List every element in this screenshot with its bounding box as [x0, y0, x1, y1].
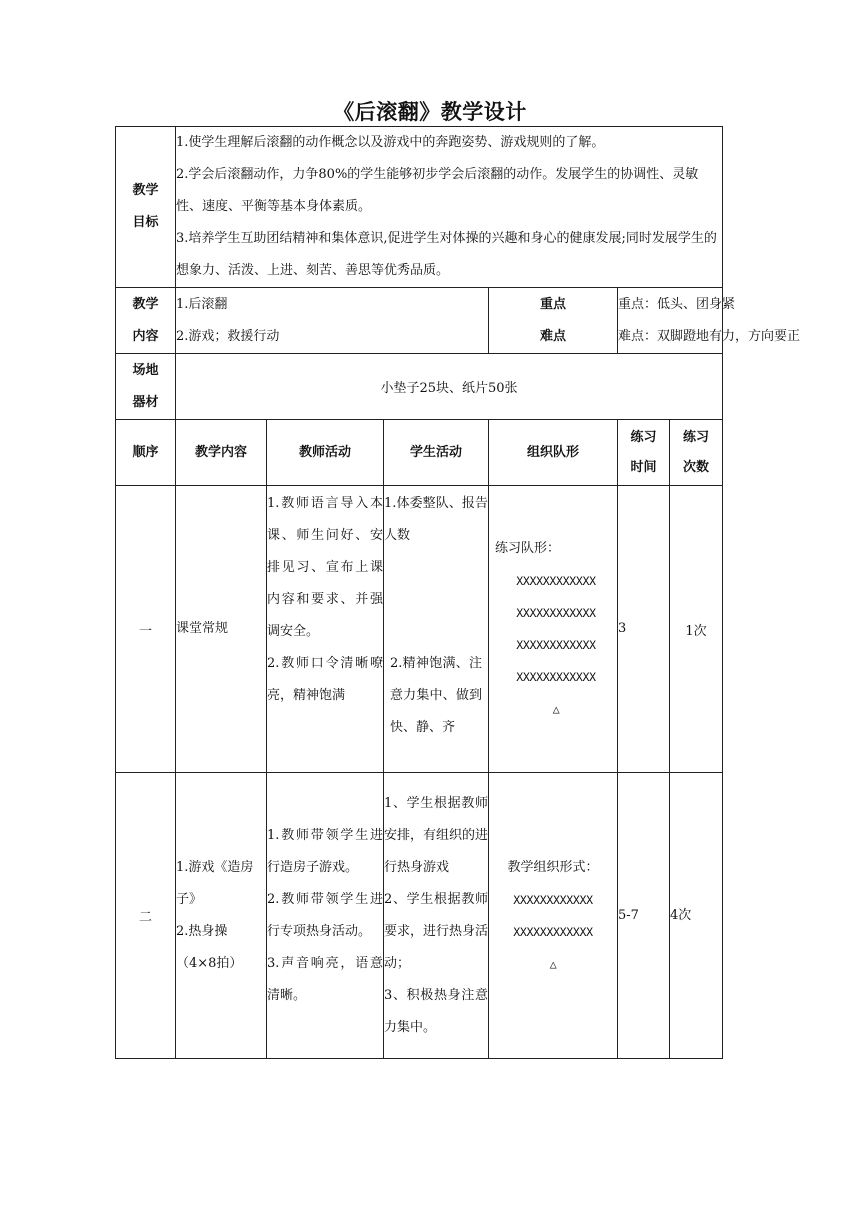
row-teacher-activity: 1.教师带领学生进行造房子游戏。 2.教师带领学生进行专项热身活动。 3.声音响亮，语意清晰。 [267, 773, 384, 1059]
header-content: 教学内容 [176, 420, 267, 486]
objective-item: 1.使学生理解后滚翻的动作概念以及游戏中的奔跑姿势、游戏规则的了解。 [176, 135, 605, 150]
header-student: 学生活动 [384, 420, 489, 486]
formation-line: XXXXXXXXXXXX [513, 892, 593, 907]
header-time: 练习 时间 [618, 420, 670, 486]
row-content: 课堂常规 [176, 486, 267, 773]
venue-label: 场地 器材 [116, 354, 176, 420]
venue-row [116, 354, 723, 420]
row-formation: 练习队形： XXXXXXXXXXXX XXXXXXXXXXXX XXXXXXXXXXXX XXXXXXXXXXXX △ [489, 486, 618, 773]
content-row [116, 288, 723, 354]
content-item: 2.游戏；救援行动 [176, 328, 280, 344]
row-student-activity: 1、学生根据教师安排，有组织的进行热身游戏 2、学生根据教师要求，进行热身活动； 3、积极热身注意力集中。 [384, 773, 489, 1059]
key-point: 重点：低头、团身紧 [618, 296, 736, 312]
objective-item: 2.学会后滚翻动作，力争80%的学生能够初步学会后滚翻的动作。发展学生的协调性、灵敏性、速度、平衡等基本身体素质。 [176, 167, 699, 214]
key-point: 难点：双脚蹬地有力，方向要正 [618, 328, 801, 344]
row-reps: 4次 [670, 773, 723, 1059]
key-points-items [618, 288, 801, 354]
objectives-row [116, 127, 723, 288]
row-order: 一 [116, 486, 176, 773]
procedure-row [116, 773, 723, 1059]
lesson-plan-table [115, 126, 801, 1059]
formation-line: XXXXXXXXXXXX [516, 670, 596, 684]
row-teacher-activity: 1.教师语言导入本课、师生问好、安排见习、宣布上课内容和要求、并强调安全。 2.教师口令清晰嘹亮，精神饱满 [267, 486, 384, 773]
content-item: 1.后滚翻 [176, 296, 228, 312]
key-points-label: 重点 难点 [489, 288, 618, 354]
row-order: 二 [116, 773, 176, 1059]
objectives-label: 教学 目标 [116, 127, 176, 288]
objectives-text [176, 127, 723, 288]
procedure-row [116, 486, 723, 773]
formation-line: XXXXXXXXXXXX [516, 574, 596, 588]
row-time: 5-7 [618, 773, 670, 1059]
content-label: 教学 内容 [116, 288, 176, 354]
document-title: 《后滚翻》教学设计 [333, 100, 527, 124]
venue-text: 小垫子25块、纸片50张 [176, 354, 723, 420]
formation-line: XXXXXXXXXXXX [516, 638, 596, 652]
procedure-header-row [116, 420, 723, 486]
header-teacher: 教师活动 [267, 420, 384, 486]
content-items [176, 288, 489, 354]
formation-line: XXXXXXXXXXXX [513, 924, 593, 939]
row-time: 3 [618, 486, 670, 773]
triangle-icon: △ [549, 956, 557, 971]
formation-line: XXXXXXXXXXXX [516, 606, 596, 620]
header-order: 顺序 [116, 420, 176, 486]
header-formation: 组织队形 [489, 420, 618, 486]
objective-item: 3.培养学生互助团结精神和集体意识,促进学生对体操的兴趣和身心的健康发展;同时发展学生的想象力、活泼、上进、刻苦、善思等优秀品质。 [176, 231, 717, 278]
row-formation: 教学组织形式： XXXXXXXXXXXX XXXXXXXXXXXX △ [489, 773, 618, 1059]
header-reps: 练习 次数 [670, 420, 723, 486]
triangle-icon: △ [552, 702, 560, 716]
row-reps: 1次 [670, 486, 723, 773]
row-content: 1.游戏《造房子》 2.热身操（4×8拍） [176, 773, 267, 1059]
row-student-activity: 1.体委整队、报告人数 2.精神饱满、注意力集中、做到快、静、齐 [384, 486, 489, 773]
